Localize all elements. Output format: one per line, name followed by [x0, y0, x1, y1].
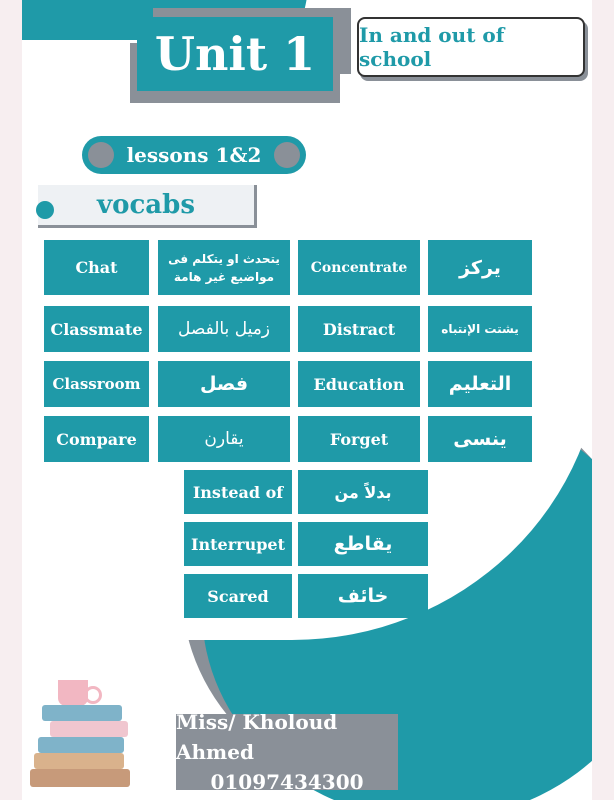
vocab-english: Interrupet: [184, 522, 292, 566]
vocab-english: Concentrate: [298, 240, 420, 295]
vocab-english: Compare: [44, 416, 149, 462]
vocab-english: Distract: [298, 306, 420, 352]
section-label: [38, 185, 257, 228]
book-icon: [50, 721, 128, 737]
cup-handle-icon: [84, 686, 102, 704]
vocab-arabic: فصل: [158, 361, 290, 407]
vocab-english: Instead of: [184, 470, 292, 514]
lessons-label: [82, 136, 306, 174]
vocab-arabic: يشتت الإنتباه: [428, 306, 532, 352]
vocab-english: Chat: [44, 240, 149, 295]
teacher-phone: 01097434300: [210, 770, 364, 794]
bullet-dot-icon: [36, 201, 54, 219]
lessons-text: lessons 1&2: [126, 143, 262, 167]
vocab-arabic: يقارن: [158, 416, 290, 462]
vocab-arabic: يتحدث او يتكلم فى مواضيع غير هامة: [158, 240, 290, 295]
book-icon: [38, 737, 124, 753]
vocab-arabic: زميل بالفصل: [158, 306, 290, 352]
pill-dot-icon: [274, 142, 300, 168]
vocab-arabic: خائف: [298, 574, 428, 618]
pill-dot-icon: [88, 142, 114, 168]
vocab-arabic: التعليم: [428, 361, 532, 407]
vocab-english: Classroom: [44, 361, 149, 407]
teacher-signature: [176, 710, 398, 794]
vocab-arabic: يركز: [428, 240, 532, 295]
vocab-english: Forget: [298, 416, 420, 462]
book-icon: [34, 753, 124, 769]
vocab-arabic: يقاطع: [298, 522, 428, 566]
vocab-arabic: بدلاً من: [298, 470, 428, 514]
vocab-arabic: ينسى: [428, 416, 532, 462]
unit-title: Unit 1: [137, 17, 333, 91]
vocab-english: Education: [298, 361, 420, 407]
teacher-name: Miss/ Kholoud Ahmed: [176, 710, 338, 764]
book-icon: [42, 705, 122, 721]
vocab-english: Classmate: [44, 306, 149, 352]
section-label-text: vocabs: [97, 190, 195, 220]
vocab-english: Scared: [184, 574, 292, 618]
unit-topic: In and out of school: [357, 17, 585, 77]
book-icon: [30, 769, 130, 787]
